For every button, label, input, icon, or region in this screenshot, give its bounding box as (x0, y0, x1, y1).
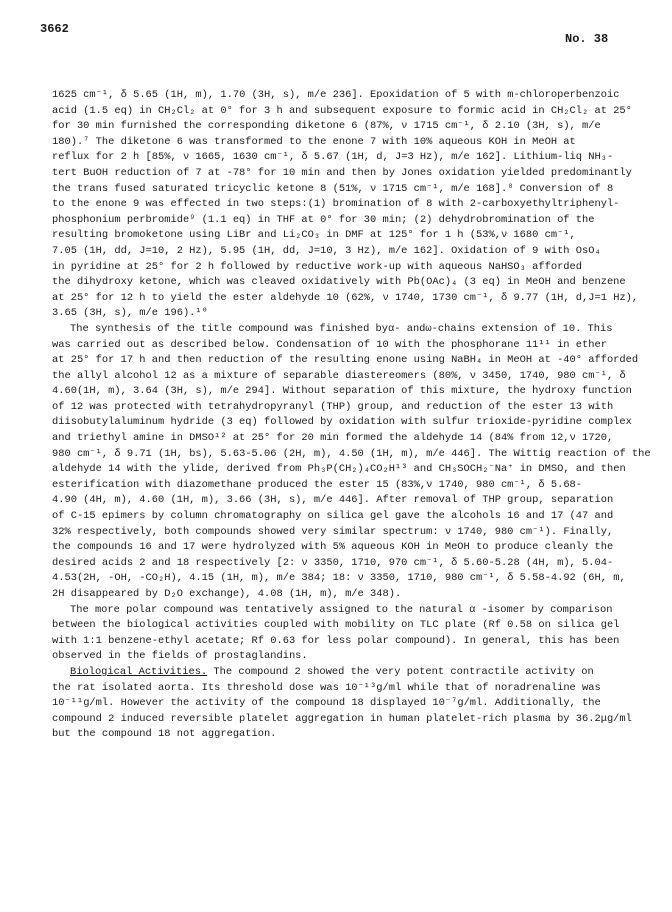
text-line: aldehyde 14 with the ylide, derived from Ph₃P(CH₂)₄CO₂H¹³ and CH₃SOCH₂⁻Na⁺ in DMSO, and then (52, 463, 626, 476)
text-line: 7.05 (1H, dd, J=10, 2 Hz), 5.95 (1H, dd, J=10, 3 Hz), m/e 162]. Oxidation of 9 with OsO₄ (52, 244, 601, 257)
text-line: at 25° for 12 h to yield the ester aldehyde 10 (62%, ν 1740, 1730 cm⁻¹, δ 9.77 (1H, d,J=1 Hz), (52, 291, 639, 304)
text-line: 3.65 (3H, s), m/e 196).¹⁰ (52, 307, 208, 320)
text-line: at 25° for 17 h and then reduction of the resulting enone using NaBH₄ in MeOH at -40° afforded (52, 354, 639, 367)
text-line: between the biological activities coupled with mobility on TLC plate (Rf 0.58 on silica gel (52, 619, 620, 632)
text-line: The synthesis of the title compound was finished byα- andω-chains extension of 10. This (70, 322, 613, 335)
paragraph (52, 322, 651, 603)
text-line: desired acids 2 and 18 respectively [2: ν 3350, 1710, 970 cm⁻¹, δ 5.60-5.28 (4H, m), 5.04- (52, 556, 614, 569)
paragraph (52, 603, 642, 665)
text-line: diisobutylaluminum hydride (3 eq) followed by oxidation with sulfur trioxide-pyridine complex (52, 416, 632, 429)
text-line: 10⁻¹¹g/ml. However the activity of the compound 18 displayed 10⁻⁷g/ml. Additionally, the (52, 697, 601, 710)
text-line: 4.53(2H, -OH, -CO₂H), 4.15 (1H, m), m/e 384; 18: ν 3350, 1710, 980 cm⁻¹, δ 5.58-4.92 (6H, m, (52, 572, 626, 585)
text-line: to the enone 9 was effected in two steps:(1) bromination of 8 with 2-carboxyethyltriphenyl- (52, 198, 620, 211)
text-line: 180).⁷ The diketone 6 was transformed to the enone 7 with 10% aqueous KOH in MeOH at (52, 135, 576, 148)
text-line: the trans fused saturated tricyclic ketone 8 (51%, ν 1715 cm⁻¹, m/e 168].⁸ Conversion of 8 (52, 182, 614, 195)
text-line: was carried out as described below. Condensation of 10 with the phosphorane 11¹¹ in ether (52, 338, 607, 351)
text-line: compound 2 induced reversible platelet aggregation in human platelet-rich plasma by 36.2μg/ml (52, 712, 632, 725)
text-line: The more polar compound was tentatively assigned to the natural α -isomer by comparison (70, 603, 613, 616)
text-line: the allyl alcohol 12 as a mixture of separable diastereomers (80%, ν 3450, 1740, 980 cm⁻¹, δ (52, 369, 626, 382)
paragraph (52, 665, 642, 743)
text-line: resulting bromoketone using LiBr and Li₂CO₃ in DMF at 125° for 1 h (53%,ν 1680 cm⁻¹, (52, 229, 576, 242)
text-line: 1625 cm⁻¹, δ 5.65 (1H, m), 1.70 (3H, s), m/e 236]. Epoxidation of 5 with m-chloroperbenzoic (52, 89, 620, 101)
text-line: reflux for 2 h [85%, ν 1665, 1630 cm⁻¹, δ 5.67 (1H, d, J=3 Hz), m/e 162]. Lithium-liq NH₃- (52, 151, 614, 164)
text-line: 2H disappeared by D₂O exchange), 4.08 (1H, m), m/e 348). (52, 588, 402, 600)
text-line: and triethyl amine in DMSO¹² at 25° for 20 min formed the aldehyde 14 (84% from 12,ν 1720, (52, 432, 614, 445)
page-number: 3662 (40, 22, 69, 36)
text-line: observed in the fields of prostaglandins. (52, 650, 308, 663)
text-line: the dihydroxy ketone, which was cleaved oxidatively with Pb(OAc)₄ (3 eq) in MeOH and benzene (52, 276, 626, 289)
text-line: phosphonium perbromide⁹ (1.1 eq) in THF at 0° for 30 min; (2) dehydrobromination of the (52, 213, 595, 226)
text-line: Biological Activities. The compound 2 showed the very potent contractile activity on (70, 665, 594, 678)
section-heading: Biological Activities. (70, 665, 208, 678)
article-body (52, 88, 651, 743)
text-line: 4.60(1H, m), 3.64 (3H, s), m/e 294]. Without separation of this mixture, the hydroxy function (52, 385, 632, 398)
text-line: 4.90 (4H, m), 4.60 (1H, m), 3.66 (3H, s), m/e 446]. After removal of THP group, separation (52, 494, 614, 507)
text-line: in pyridine at 25° for 2 h followed by reductive work-up with aqueous NaHSO₃ afforded (52, 260, 583, 273)
text-line: tert BuOH reduction of 7 at -78° for 10 min and then by Jones oxidation yielded predominantly (52, 166, 632, 179)
text-line: the compounds 16 and 17 were hydrolyzed with 5% aqueous KOH in MeOH to produce cleanly the (52, 541, 614, 554)
text-line: of C-15 epimers by column chromatography on silica gel gave the alcohols 16 and 17 (47 and (52, 510, 614, 523)
text-line: 32% respectively, both compounds showed very similar spectrum: ν 1740, 980 cm⁻¹). Finally, (52, 525, 614, 538)
text-line: of 12 was protected with tetrahydropyranyl (THP) group, and reduction of the ester 13 with (52, 400, 614, 413)
issue-number: No. 38 (565, 32, 609, 46)
paragraph (52, 88, 642, 322)
text-line: for 30 min furnished the corresponding diketone 6 (87%, ν 1715 cm⁻¹, δ 2.10 (3H, s), m/e (52, 120, 601, 133)
text-line: 980 cm⁻¹, δ 9.71 (1H, bs), 5.63-5.06 (2H, m), 4.50 (1H, m), m/e 446]. The Wittig reaction of the (52, 447, 651, 460)
text-line: acid (1.5 eq) in CH₂Cl₂ at 0° for 3 h and subsequent exposure to formic acid in CH₂Cl₂ at 25° (52, 104, 632, 117)
text-line: esterification with diazomethane produced the ester 15 (83%,ν 1740, 980 cm⁻¹, δ 5.68- (52, 478, 583, 491)
text-line: the rat isolated aorta. Its threshold dose was 10⁻¹³g/ml while that of noradrenaline was (52, 681, 601, 694)
text-line: with 1:1 benzene-ethyl acetate; Rf 0.63 for less polar compound). In general, this has been (52, 634, 620, 647)
text-line: but the compound 18 not aggregation. (52, 728, 277, 741)
